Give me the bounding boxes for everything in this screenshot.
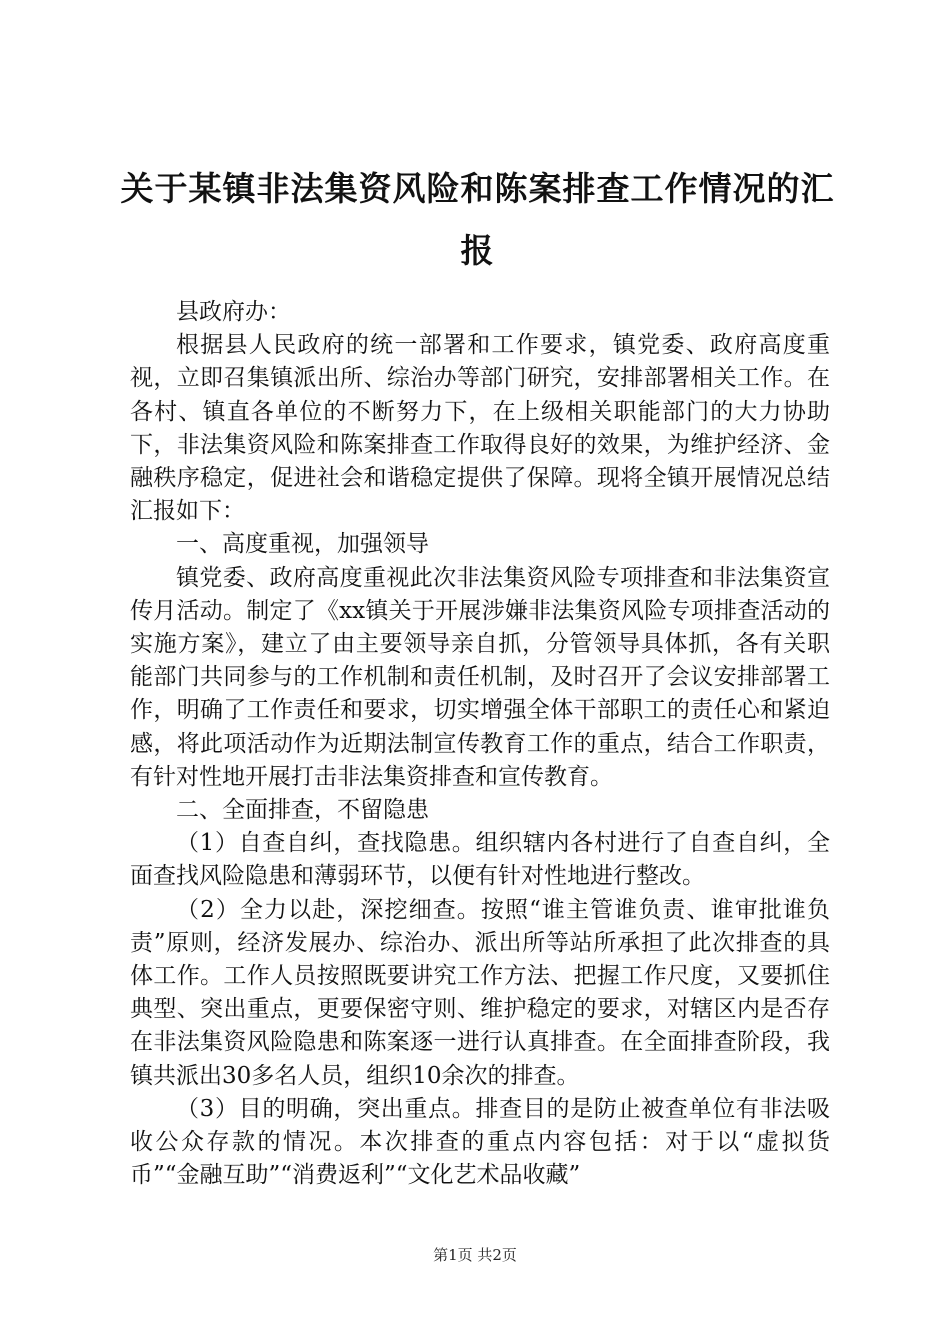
section-2-item-1: （1）自查自纠，查找隐患。组织辖内各村进行了自查自纠，全面查找风险隐患和薄弱环节，以便有针对性地进行整改。 (130, 830, 830, 890)
section-heading-1: 一、高度重视，加强领导 (176, 531, 429, 558)
document-body (130, 296, 830, 1192)
section-2-item-2: （2）全力以赴，深挖细查。按照“谁主管谁负责、谁审批谁负责”原则，经济发展办、综治办、派出所等站所承担了此次排查的具体工作。工作人员按照既要讲究工作方法、把握工作尺度，又要抓住典型、突出重点，更要保密守则、维护稳定的要求，对辖区内是否存在非法集资风险隐患和陈案逐一进行认真排查。在全面排查阶段，我镇共派出30多名人员，组织10余次的排查。 (130, 896, 830, 1089)
section-2-item-3: （3）目的明确，突出重点。排查目的是防止被查单位有非法吸收公众存款的情况。本次排查的重点内容包括：对于以“虚拟货币”“金融互助”“消费返利”“文化艺术品收藏” (130, 1095, 830, 1189)
page-number-footer: 第1页 共2页 (433, 1246, 517, 1264)
salutation: 县政府办： (176, 299, 291, 325)
section-heading-2: 二、全面排查，不留隐患 (176, 797, 429, 824)
intro-paragraph: 根据县人民政府的统一部署和工作要求，镇党委、政府高度重视，立即召集镇派出所、综治办等部门研究，安排部署相关工作。在各村、镇直各单位的不断努力下，在上级相关职能部门的大力协助下，非法集资风险和陈案排查工作取得良好的效果，为维护经济、金融秩序稳定，促进社会和谐稳定提供了保障。现将全镇开展情况总结汇报如下： (130, 332, 830, 525)
document-title: 关于某镇非法集资风险和陈案排查工作情况的汇报 (120, 169, 835, 270)
section-1-paragraph: 镇党委、政府高度重视此次非法集资风险专项排查和非法集资宣传月活动。制定了《xx镇关于开展涉嫌非法集资风险专项排查活动的实施方案》，建立了由主要领导亲自抓，分管领导具体抓，各有关职能部门共同参与的工作机制和责任机制，及时召开了会议安排部署工作，明确了工作责任和要求，切实增强全体干部职工的责任心和紧迫感，将此项活动作为近期法制宣传教育工作的重点，结合工作职责，有针对性地开展打击非法集资排查和宣传教育。 (130, 564, 830, 790)
